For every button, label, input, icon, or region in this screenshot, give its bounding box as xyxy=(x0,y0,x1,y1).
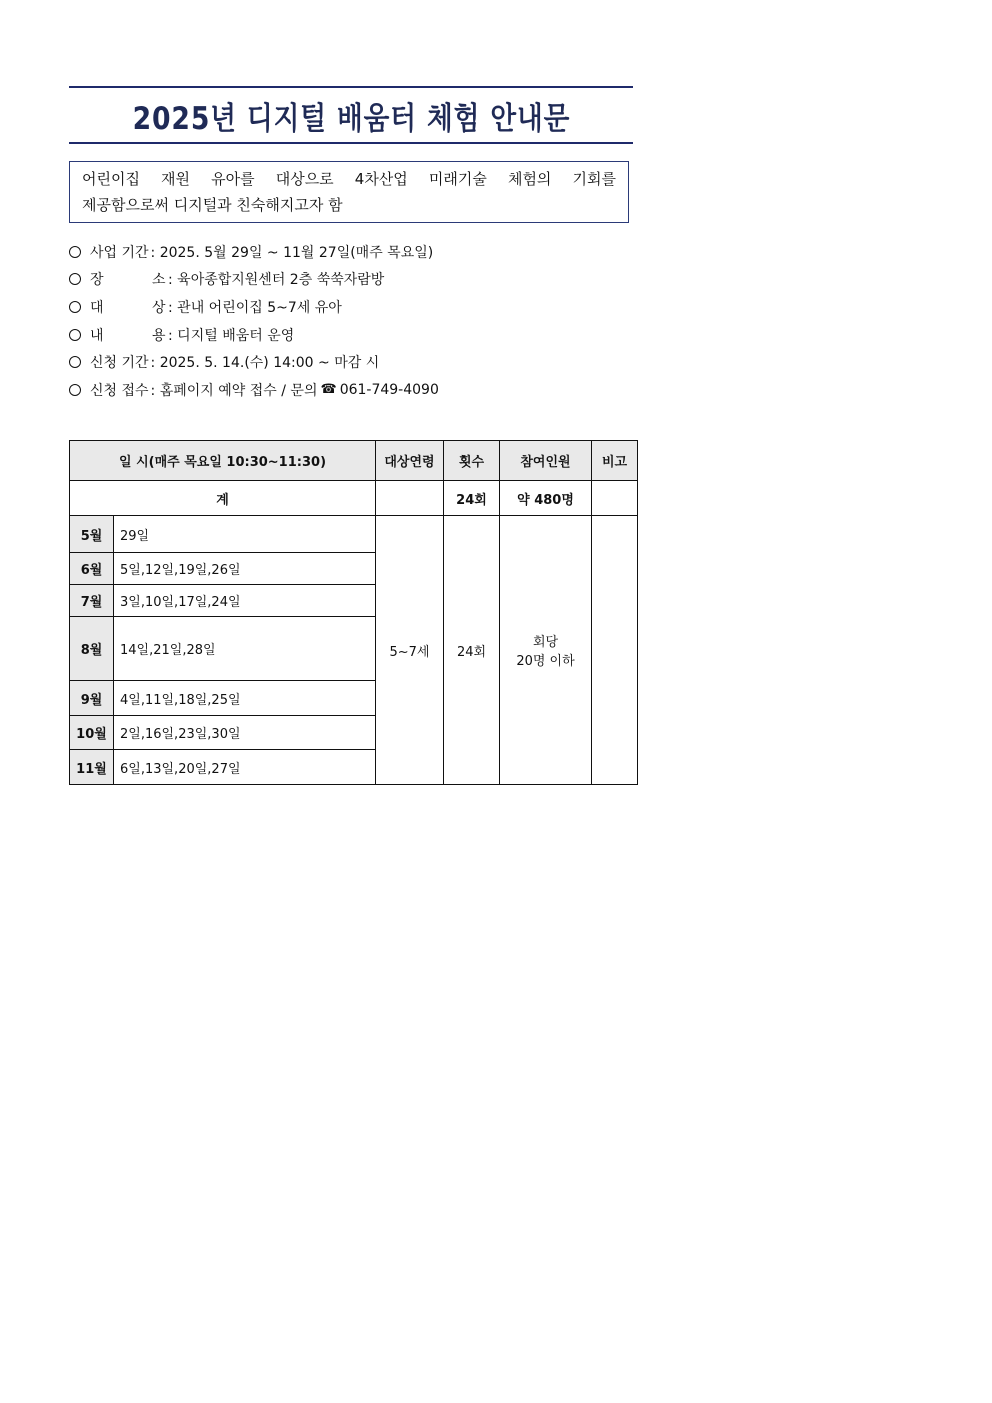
info-value: : 관내 어린이집 5~7세 유아 xyxy=(168,299,342,316)
info-label: 사업 기간 xyxy=(90,244,149,261)
table-row xyxy=(70,516,638,553)
info-label: 신청 접수 xyxy=(90,382,149,399)
total-count: 24회 xyxy=(444,481,500,516)
total-age xyxy=(376,481,444,516)
days-cell: 5일,12일,19일,26일 xyxy=(114,553,376,585)
days-cell: 2일,16일,23일,30일 xyxy=(114,716,376,750)
days-cell: 14일,21일,28일 xyxy=(114,617,376,681)
count-merged-cell: 24회 xyxy=(444,516,500,785)
total-participants: 약 480명 xyxy=(500,481,592,516)
total-label: 계 xyxy=(70,481,376,516)
table-total-row xyxy=(70,481,638,516)
header-participants: 참여인원 xyxy=(500,441,592,481)
info-item-target xyxy=(69,293,669,321)
days-cell: 29일 xyxy=(114,516,376,553)
header-schedule: 일 시(매주 목요일 10:30~11:30) xyxy=(70,441,376,481)
circle-bullet-icon xyxy=(69,384,81,396)
info-item-place xyxy=(69,266,669,294)
month-cell: 11월 xyxy=(70,750,114,785)
month-cell: 9월 xyxy=(70,681,114,716)
info-value: : 2025. 5. 14.(수) 14:00 ~ 마감 시 xyxy=(150,355,380,372)
participants-merged-cell xyxy=(500,516,592,785)
info-label: 신청 기간 xyxy=(90,355,149,372)
info-value: : 디지털 배움터 운영 xyxy=(168,327,295,344)
info-value: : 2025. 5월 29일 ~ 11월 27일(매주 목요일) xyxy=(150,244,434,261)
circle-bullet-icon xyxy=(69,246,81,258)
days-cell: 4일,11일,18일,25일 xyxy=(114,681,376,716)
circle-bullet-icon xyxy=(69,356,81,368)
phone-icon: ☎ xyxy=(320,382,337,398)
participants-line-1: 회당 xyxy=(532,635,559,650)
month-cell: 5월 xyxy=(70,516,114,553)
info-item-apply-method xyxy=(69,376,669,404)
note-merged-cell xyxy=(592,516,638,785)
info-value: : 육아종합지원센터 2층 쑥쑥자람방 xyxy=(168,272,385,289)
age-merged-cell: 5~7세 xyxy=(376,516,444,785)
schedule-table xyxy=(69,440,638,785)
info-label: 내 용 xyxy=(90,327,166,344)
month-cell: 8월 xyxy=(70,617,114,681)
info-item-content xyxy=(69,321,669,349)
info-item-apply-period xyxy=(69,348,669,376)
info-value: : 홈페이지 예약 접수 / 문의 xyxy=(150,382,318,399)
table-header-row xyxy=(70,441,638,481)
header-age: 대상연령 xyxy=(376,441,444,481)
info-list xyxy=(69,238,669,404)
phone-number: 061-749-4090 xyxy=(339,381,439,398)
total-note xyxy=(592,481,638,516)
header-note: 비고 xyxy=(592,441,638,481)
month-cell: 6월 xyxy=(70,553,114,585)
summary-line-1: 어린이집 재원 유아를 대상으로 4차산업 미래기술 체험의 기회를 xyxy=(82,170,616,188)
info-label: 장 소 xyxy=(90,272,166,289)
info-item-period xyxy=(69,238,669,266)
month-cell: 10월 xyxy=(70,716,114,750)
info-label: 대 상 xyxy=(90,299,166,316)
header-count: 횟수 xyxy=(444,441,500,481)
circle-bullet-icon xyxy=(69,329,81,341)
participants-line-2: 20명 이하 xyxy=(516,654,575,669)
circle-bullet-icon xyxy=(69,273,81,285)
month-cell: 7월 xyxy=(70,585,114,617)
purpose-summary-box xyxy=(69,161,629,223)
days-cell: 6일,13일,20일,27일 xyxy=(114,750,376,785)
document-title: 2025년 디지털 배움터 체험 안내문 xyxy=(132,100,570,137)
document-title-block xyxy=(69,86,633,144)
circle-bullet-icon xyxy=(69,301,81,313)
days-cell: 3일,10일,17일,24일 xyxy=(114,585,376,617)
summary-line-2: 제공함으로써 디지털과 친숙해지고자 함 xyxy=(82,196,343,214)
